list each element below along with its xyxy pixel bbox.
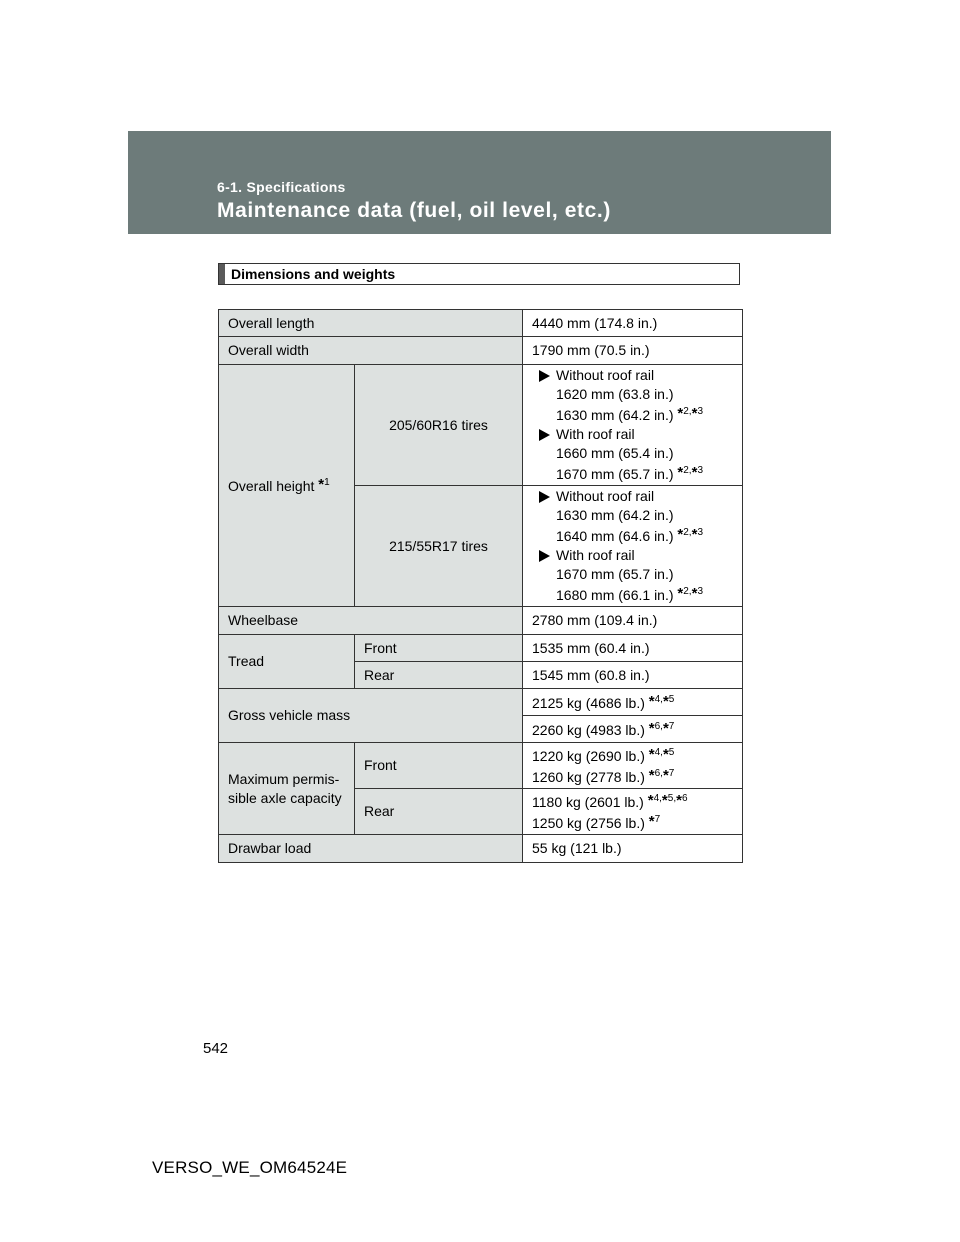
page-title: Maintenance data (fuel, oil level, etc.) — [217, 199, 611, 222]
row-value: 1535 mm (60.4 in.) — [523, 635, 743, 662]
subsection-header — [218, 263, 740, 285]
sub-label: Front — [355, 743, 523, 789]
subsection-marker — [219, 264, 225, 284]
triangle-bullet-icon — [539, 491, 550, 503]
row-value: 2260 kg (4983 lb.) *$^{6,}$*$^7$ — [523, 716, 743, 743]
list-item: With roof rail — [532, 425, 742, 444]
section-label: 6-1. Specifications — [217, 179, 346, 195]
table-row — [219, 337, 743, 365]
footnote-asterisk: * — [318, 476, 325, 493]
height-value: 1630 mm (64.2 in.) *$^{2,}$*$^3$ — [556, 405, 703, 423]
height-values — [523, 365, 743, 486]
row-label: Tread — [219, 635, 355, 689]
height-value: 1620 mm (63.8 in.) — [556, 386, 674, 402]
page-number: 542 — [203, 1040, 229, 1057]
table-row — [219, 310, 743, 337]
row-value: 4440 mm (174.8 in.) — [523, 310, 743, 337]
row-label: Drawbar load — [219, 835, 523, 863]
row-value: 2125 kg (4686 lb.) *$^{4,}$*$^5$ — [523, 689, 743, 716]
row-value: 1220 kg (2690 lb.) *$^{4,}$*$^5$ 1260 kg (2778 lb.) *$^{6,}$*$^7$ — [523, 743, 743, 789]
row-value: 1180 kg (2601 lb.) *$^{4,}$*$^{5,}$*$^6$ 1250 kg (2756 lb.) *$^7$ — [523, 789, 743, 835]
list-item: Without roof rail — [532, 487, 742, 506]
height-value: 1680 mm (66.1 in.) *$^{2,}$*$^3$ — [556, 585, 703, 603]
row-label: Overall length — [219, 310, 523, 337]
height-value: 1640 mm (64.6 in.) *$^{2,}$*$^3$ — [556, 526, 703, 544]
height-value: 1670 mm (65.7 in.) — [556, 566, 674, 582]
row-label: Wheelbase — [219, 607, 523, 635]
header-band — [128, 131, 831, 234]
sub-label: Rear — [355, 789, 523, 835]
triangle-bullet-icon — [539, 370, 550, 382]
dimensions-table — [218, 309, 743, 863]
height-value: 1660 mm (65.4 in.) — [556, 445, 674, 461]
height-values — [523, 486, 743, 607]
tire-size-label: 205/60R16 tires — [355, 365, 523, 486]
row-label: Maximum permis- sible axle capacity — [219, 743, 355, 835]
table-row — [219, 835, 743, 863]
triangle-bullet-icon — [539, 429, 550, 441]
overall-height-label: Overall height *$^1$ — [219, 365, 355, 607]
table-row — [219, 607, 743, 635]
row-label: Gross vehicle mass — [219, 689, 523, 743]
row-label: Overall width — [219, 337, 523, 365]
row-value: 2780 mm (109.4 in.) — [523, 607, 743, 635]
table-row — [219, 635, 743, 662]
row-value: 55 kg (121 lb.) — [523, 835, 743, 863]
row-value: 1790 mm (70.5 in.) — [523, 337, 743, 365]
table-row — [219, 365, 743, 486]
sub-label: Rear — [355, 662, 523, 689]
height-value: 1630 mm (64.2 in.) — [556, 507, 674, 523]
document-code: VERSO_WE_OM64524E — [152, 1158, 348, 1177]
list-item: With roof rail — [532, 546, 742, 565]
tire-size-label: 215/55R17 tires — [355, 486, 523, 607]
sub-label: Front — [355, 635, 523, 662]
row-value: 1545 mm (60.8 in.) — [523, 662, 743, 689]
table-row — [219, 689, 743, 716]
triangle-bullet-icon — [539, 550, 550, 562]
table-row — [219, 743, 743, 789]
list-item: Without roof rail — [532, 366, 742, 385]
subsection-title: Dimensions and weights — [231, 266, 396, 282]
height-value: 1670 mm (65.7 in.) *$^{2,}$*$^3$ — [556, 464, 703, 482]
